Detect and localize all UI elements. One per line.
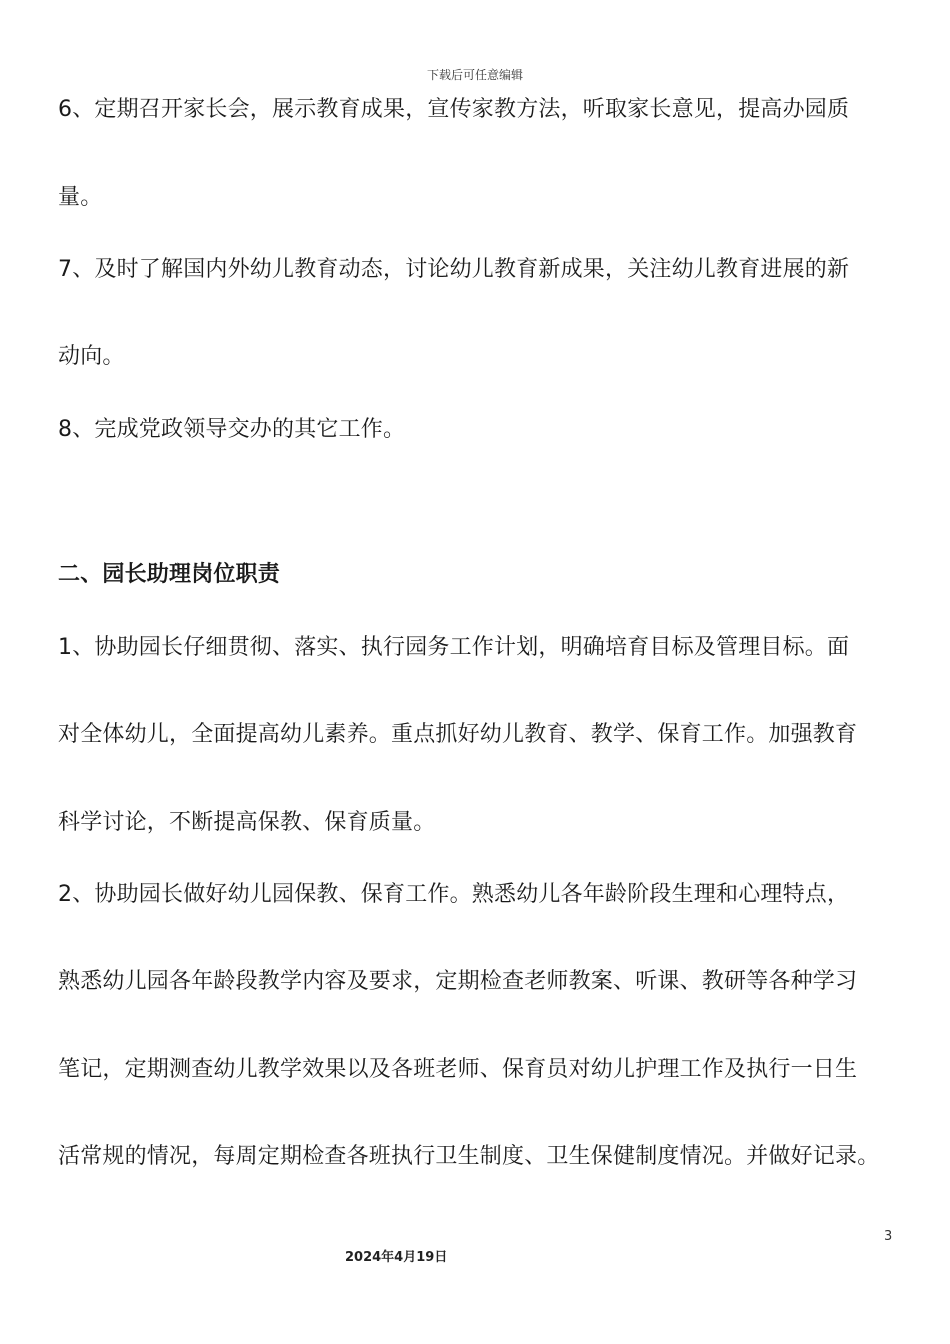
paragraph-line: 8、完成党政领导交办的其它工作。	[58, 417, 406, 442]
paragraph-line: 熟悉幼儿园各年龄段教学内容及要求，定期检查老师教案、听课、教研等各种学习	[58, 969, 858, 994]
paragraph-line: 活常规的情况，每周定期检查各班执行卫生制度、卫生保健制度情况。并做好记录。	[58, 1144, 880, 1169]
paragraph-line: 2、协助园长做好幼儿园保教、保育工作。熟悉幼儿各年龄阶段生理和心理特点，	[58, 882, 850, 907]
paragraph-line: 对全体幼儿，全面提高幼儿素养。重点抓好幼儿教育、教学、保育工作。加强教育	[58, 722, 858, 747]
paragraph-line: 7、及时了解国内外幼儿教育动态，讨论幼儿教育新成果，关注幼儿教育进展的新	[58, 257, 850, 282]
header-note: 下载后可任意编辑	[426, 68, 523, 82]
paragraph-line: 笔记，定期测查幼儿教学效果以及各班老师、保育员对幼儿护理工作及执行一日生	[58, 1057, 858, 1082]
section-heading: 二、园长助理岗位职责	[58, 562, 281, 587]
paragraph-line: 量。	[58, 185, 103, 210]
paragraph-line: 科学讨论，不断提高保教、保育质量。	[58, 810, 436, 835]
paragraph-line: 6、定期召开家长会，展示教育成果，宣传家教方法，听取家长意见，提高办园质	[58, 97, 850, 122]
paragraph-line: 动向。	[58, 344, 125, 369]
paragraph-line: 1、协助园长仔细贯彻、落实、执行园务工作计划，明确培育目标及管理目标。面	[58, 635, 850, 660]
footer-date: 2024年4月19日	[345, 1250, 448, 1265]
page-number: 3	[884, 1229, 893, 1244]
